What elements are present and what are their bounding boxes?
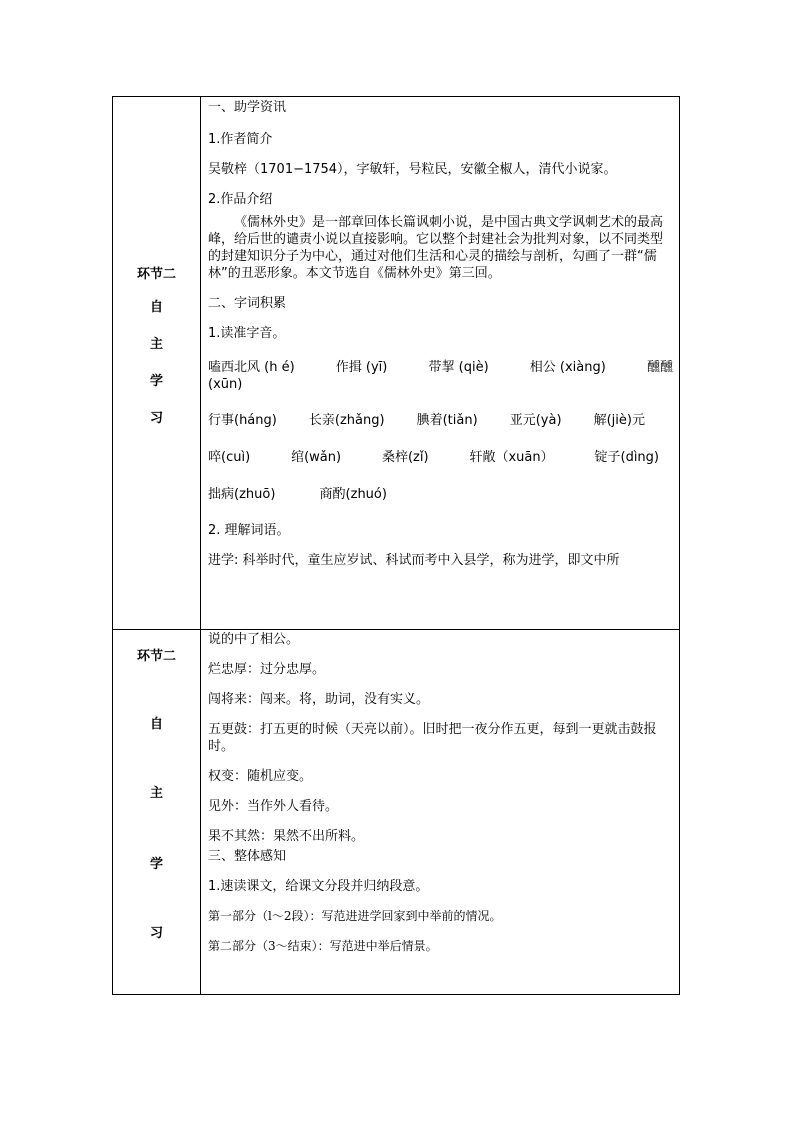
section-label-char: 主 bbox=[149, 786, 163, 801]
section-label-char: 主 bbox=[149, 337, 163, 352]
paragraph-division: 第一部分（l～2段）：写范进进学回家到中举前的情况。 bbox=[208, 909, 502, 923]
pinyin-row bbox=[208, 486, 673, 503]
sub-heading: 2. 理解词语。 bbox=[208, 523, 290, 538]
section-label-cell bbox=[113, 97, 201, 630]
pinyin-item: 解(jiè)元 bbox=[593, 413, 645, 428]
section-label-char: 自 bbox=[149, 717, 163, 732]
vocab-item: 进学: 科举时代，童生应岁试、科试而考中入县学，称为进学，即文中所 bbox=[208, 553, 620, 568]
vocab-item: 果不其然：果然不出所料。 bbox=[208, 829, 365, 844]
pinyin-item: 拙病(zhuō) bbox=[208, 487, 276, 502]
section-label-char: 习 bbox=[149, 926, 163, 941]
section-label-char: 习 bbox=[149, 411, 163, 426]
pinyin-item: 相公 (xiàng) bbox=[529, 360, 606, 375]
pinyin-item: 腆着(tiǎn) bbox=[416, 413, 478, 428]
work-intro-text: 《儒林外史》是一部章回体长篇讽刺小说，是中国古典文学讽刺艺术的最高峰，给后世的谴责小说以直接影响。它以整个封建社会为批判对象，以不同类型的封建知识分子为中心，通过对他们生活和心灵的描绘与剖析，勾画了一群“儒林”的丑恶形象。本文节选自《儒林外史》第三回。 bbox=[208, 215, 664, 281]
pinyin-item: 带挈 (qiè) bbox=[428, 360, 489, 375]
section-label-cell bbox=[113, 630, 201, 995]
pinyin-item: (xūn) bbox=[208, 377, 243, 392]
vocab-item: 见外：当作外人看待。 bbox=[208, 799, 339, 814]
section-label bbox=[113, 630, 200, 941]
section-label-char: 自 bbox=[149, 300, 163, 315]
section-heading: 一、助学资讯 bbox=[208, 100, 287, 115]
vocab-item: 五更鼓：打五更的时候（天亮以前）。旧时把一夜分作五更，每到一更就击鼓报时。 bbox=[208, 722, 657, 754]
sub-heading: 2.作品介绍 bbox=[208, 192, 273, 207]
pinyin-item: 啐(cuì) bbox=[208, 450, 251, 465]
pinyin-item: 醺醺 bbox=[646, 360, 673, 375]
lesson-table bbox=[112, 96, 680, 995]
vocab-item: 权变：随机应变。 bbox=[208, 769, 313, 784]
section-label-part: 环节二 bbox=[136, 267, 176, 282]
section-label-char: 学 bbox=[149, 374, 163, 389]
pinyin-row bbox=[208, 359, 673, 376]
pinyin-item: 锭子(dìng) bbox=[594, 450, 659, 465]
vocab-item: 说的中了相公。 bbox=[208, 632, 300, 647]
pinyin-item: 绾(wǎn) bbox=[291, 450, 342, 465]
section-heading: 二、字词积累 bbox=[208, 296, 287, 311]
table-row bbox=[113, 97, 680, 630]
table-row bbox=[113, 630, 680, 995]
vocab-item: 烂忠厚：过分忠厚。 bbox=[208, 662, 326, 677]
pinyin-row bbox=[208, 412, 673, 429]
section-label-part: 环节二 bbox=[136, 649, 176, 664]
paragraph-division: 第二部分（3～结束）：写范进中举后情景。 bbox=[208, 939, 438, 953]
section-label bbox=[113, 97, 200, 426]
author-text: 吴敬梓（1701−1754），字敏轩，号粒民，安徽全椒人，清代小说家。 bbox=[208, 162, 617, 177]
sub-heading: 1.速读课文，给课文分段并归纳段意。 bbox=[208, 879, 429, 894]
pinyin-item: 嗑西北风 (h é) bbox=[208, 360, 295, 375]
pinyin-item: 行事(háng) bbox=[208, 413, 277, 428]
section-heading: 三、整体感知 bbox=[208, 849, 287, 864]
pinyin-item: 轩敞（xuān） bbox=[469, 450, 554, 465]
pinyin-row bbox=[208, 449, 673, 466]
content-cell bbox=[201, 97, 680, 630]
sub-heading: 1.作者简介 bbox=[208, 132, 273, 147]
pinyin-item: 桑梓(zǐ) bbox=[381, 450, 429, 465]
section-label-char: 学 bbox=[149, 857, 163, 872]
pinyin-item: 亚元(yà) bbox=[509, 413, 562, 428]
pinyin-item: 作揖 (yī) bbox=[335, 360, 388, 375]
vocab-item: 闯将来：闯来。将，助词，没有实义。 bbox=[208, 692, 430, 707]
sub-heading: 1.读准字音。 bbox=[208, 326, 286, 341]
pinyin-item: 商酌(zhuó) bbox=[319, 487, 387, 502]
content-cell bbox=[201, 630, 680, 995]
pinyin-item: 长亲(zhǎng) bbox=[308, 413, 385, 428]
